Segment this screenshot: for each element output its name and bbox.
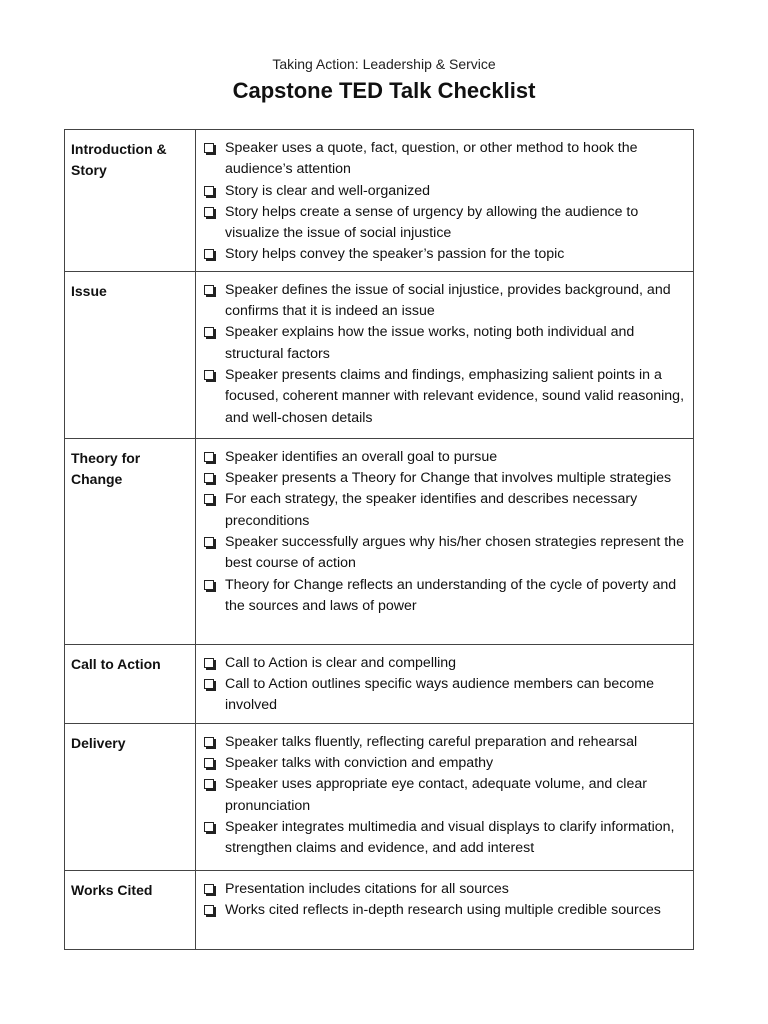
criterion-item (225, 900, 687, 921)
criterion-item (225, 732, 687, 753)
criterion-item (225, 879, 687, 900)
criterion-text: Call to Action outlines specific ways audience members can become involved (225, 676, 654, 714)
criteria-cell (196, 438, 694, 644)
criterion-text: Speaker talks with conviction and empathy (225, 755, 494, 772)
criteria-cell (196, 723, 694, 870)
criterion-text: Speaker defines the issue of social injustice, provides background, and confirms that it is indeed an issue (225, 281, 671, 320)
category-label: Introduction & Story (65, 130, 196, 272)
checklist-row-introduction-story (65, 130, 694, 272)
checkbox-icon (204, 737, 214, 747)
category-label: Delivery (65, 723, 196, 870)
checklist-row-issue (65, 271, 694, 438)
checklist-table (64, 129, 694, 950)
checkbox-icon (204, 884, 214, 894)
criterion-item (225, 280, 687, 323)
criterion-text: Speaker integrates multimedia and visual displays to clarify information, strengthen claims and evidence, and add interest (225, 818, 675, 857)
criteria-cell (196, 644, 694, 723)
criterion-item (225, 653, 687, 674)
checkbox-icon (204, 452, 214, 462)
checkbox-icon (204, 327, 214, 337)
checkbox-icon (204, 207, 214, 217)
criterion-text: Story helps convey the speaker’s passion for the topic (225, 246, 565, 263)
criteria-list (225, 280, 687, 429)
checklist-row-theory-for-change (65, 438, 694, 644)
checkbox-icon (204, 186, 214, 196)
criterion-item (225, 468, 687, 489)
criteria-cell (196, 130, 694, 272)
criterion-item (225, 753, 687, 774)
checkbox-icon (204, 285, 214, 295)
document-subtitle: Taking Action: Leadership & Service (272, 56, 496, 72)
criterion-item (225, 575, 687, 618)
criterion-text: Theory for Change reflects an understanding of the cycle of poverty and the sources and laws of power (225, 576, 677, 614)
criterion-text: Speaker successfully argues why his/her chosen strategies represent the best course of action (225, 533, 684, 572)
criterion-text: Speaker uses a quote, fact, question, or other method to hook the audience’s attention (225, 140, 638, 178)
criterion-item (225, 489, 687, 532)
criteria-list (225, 138, 687, 266)
checkbox-icon (204, 580, 214, 590)
checklist-row-works-cited (65, 870, 694, 949)
criteria-list (225, 653, 687, 717)
criterion-text: Speaker presents a Theory for Change that involves multiple strategies (225, 470, 672, 487)
checkbox-icon (204, 905, 214, 915)
criterion-item (225, 447, 687, 468)
criterion-text: Story helps create a sense of urgency by allowing the audience to visualize the issue of social injustice (225, 203, 639, 242)
criterion-text: Speaker identifies an overall goal to pursue (225, 448, 498, 465)
criteria-list (225, 732, 687, 860)
criterion-text: Call to Action is clear and compelling (225, 654, 457, 671)
checkbox-icon (204, 658, 214, 668)
category-label: Call to Action (65, 644, 196, 723)
criteria-list (225, 447, 687, 617)
checkbox-icon (204, 473, 214, 483)
checkbox-icon (204, 249, 214, 259)
criterion-item (225, 202, 687, 245)
criterion-text: Story is clear and well-organized (225, 182, 431, 199)
checkbox-icon (204, 370, 214, 380)
category-label: Theory for Change (65, 438, 196, 644)
criterion-item (225, 322, 687, 365)
criterion-item (225, 674, 687, 717)
checklist-row-call-to-action (65, 644, 694, 723)
checkbox-icon (204, 779, 214, 789)
criterion-text: Speaker talks fluently, reflecting careful preparation and rehearsal (225, 733, 638, 750)
criteria-cell (196, 870, 694, 949)
criteria-cell (196, 271, 694, 438)
criterion-text: Presentation includes citations for all sources (225, 880, 509, 897)
criterion-text: For each strategy, the speaker identifies and describes necessary preconditions (225, 491, 638, 529)
criterion-text: Works cited reflects in-depth research using multiple credible sources (225, 902, 661, 919)
category-label: Issue (65, 271, 196, 438)
criterion-text: Speaker uses appropriate eye contact, adequate volume, and clear pronunciation (225, 776, 647, 814)
checkbox-icon (204, 494, 214, 504)
criterion-item (225, 532, 687, 575)
criterion-item (225, 181, 687, 202)
criterion-item (225, 365, 687, 429)
checkbox-icon (204, 758, 214, 768)
checklist-row-delivery (65, 723, 694, 870)
criterion-item (225, 138, 687, 181)
criterion-item (225, 774, 687, 817)
document-title: Capstone TED Talk Checklist (232, 78, 536, 103)
checkbox-icon (204, 679, 214, 689)
criterion-text: Speaker explains how the issue works, noting both individual and structural factors (225, 324, 635, 362)
checkbox-icon (204, 537, 214, 547)
criterion-item (225, 817, 687, 860)
category-label: Works Cited (65, 870, 196, 949)
checkbox-icon (204, 143, 214, 153)
criterion-text: Speaker presents claims and findings, emphasizing salient points in a focused, coherent manner with relevant evidence, sound valid reasoning, and well-chosen details (225, 366, 685, 426)
criterion-item (225, 244, 687, 265)
criteria-list (225, 879, 687, 922)
checkbox-icon (204, 822, 214, 832)
